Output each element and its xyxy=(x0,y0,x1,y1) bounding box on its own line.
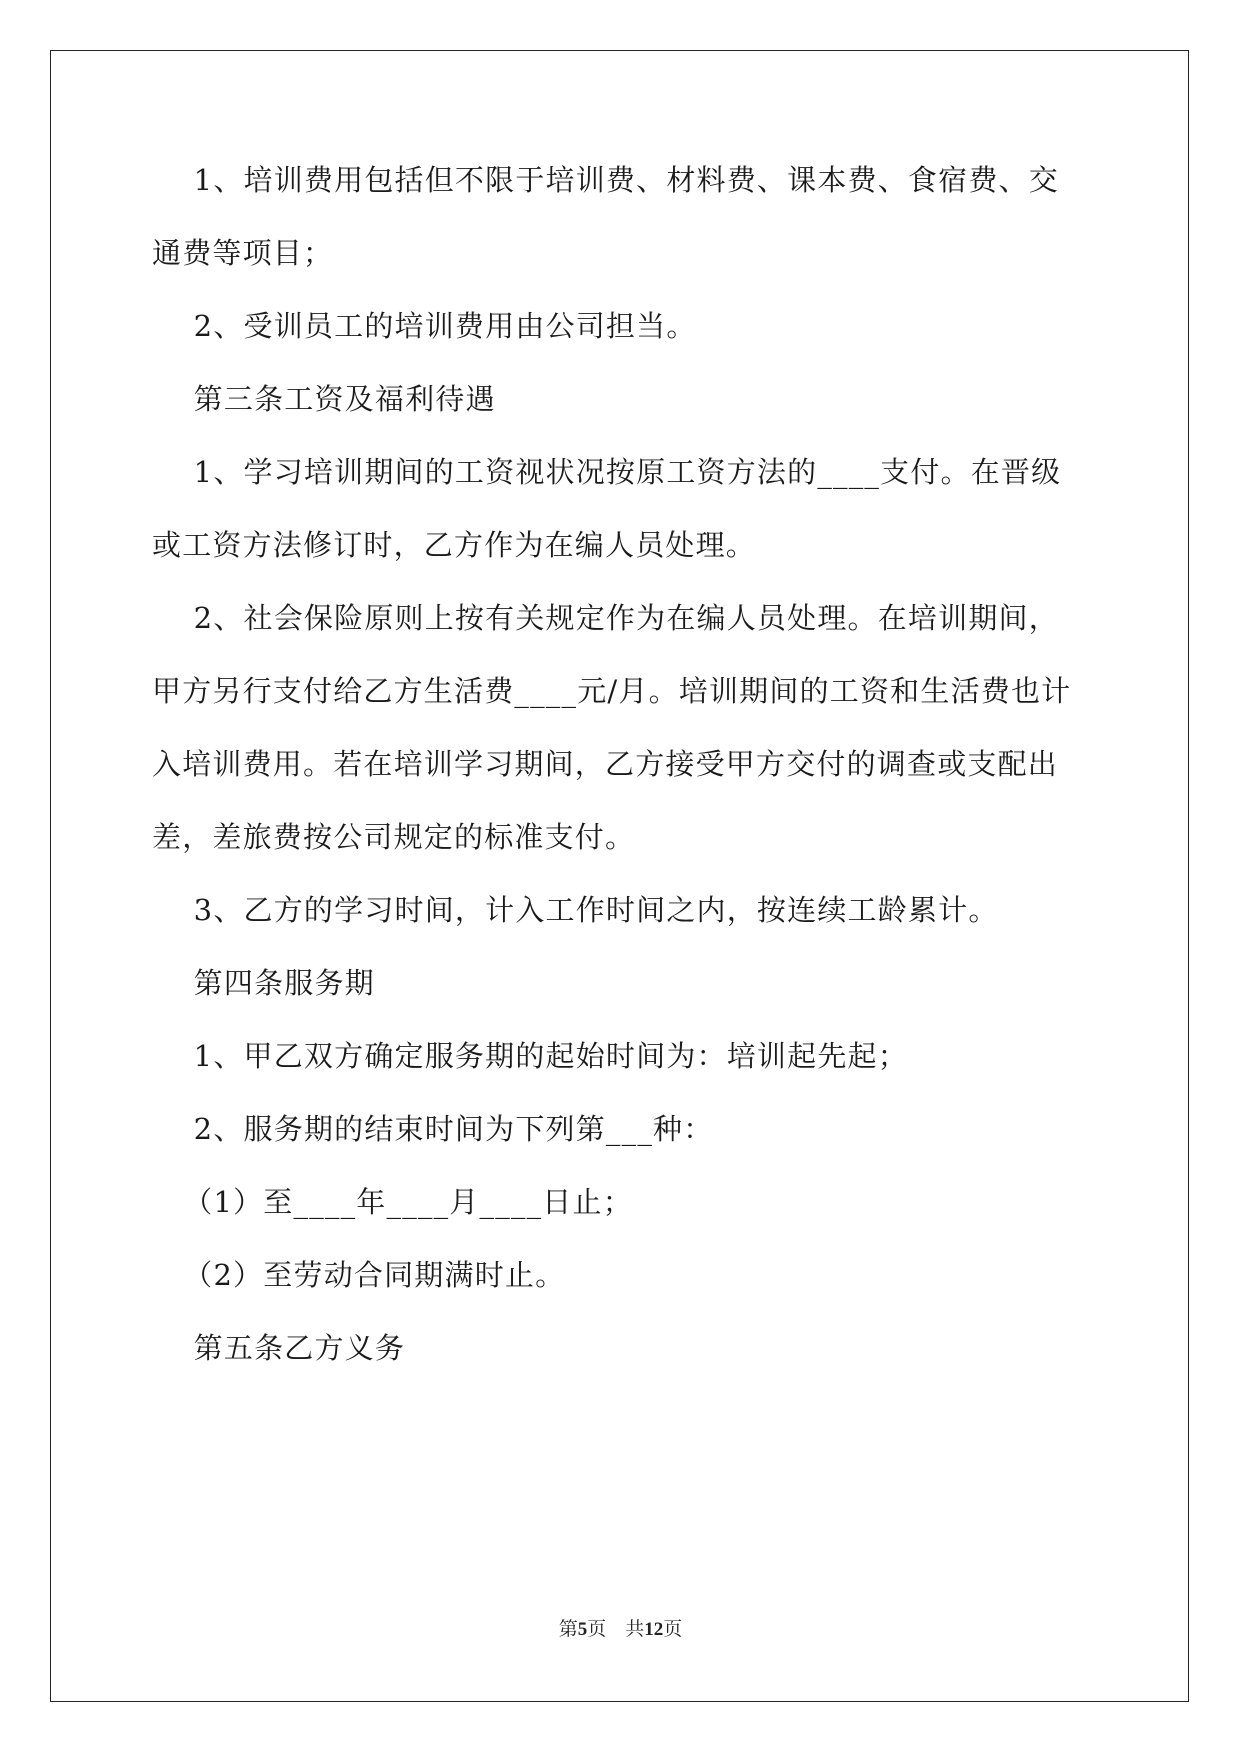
text-line: 差，差旅费按公司规定的标准支付。 xyxy=(152,820,636,854)
current-page-number: 5 xyxy=(577,1619,588,1640)
text-line: 3、乙方的学习时间，计入工作时间之内，按连续工龄累计。 xyxy=(152,893,999,927)
text-line: 通费等项目； xyxy=(152,236,334,270)
text-line: 1、甲乙双方确定服务期的起始时间为：培训起先起； xyxy=(152,1039,908,1073)
text-line: 甲方另行支付给乙方生活费____元/月。培训期间的工资和生活费也计 xyxy=(152,674,1072,708)
footer-mid: 页 共 xyxy=(587,1619,645,1640)
text-line: 2、受训员工的培训费用由公司担当。 xyxy=(152,309,697,343)
total-pages-number: 12 xyxy=(644,1619,664,1640)
text-line: 或工资方法修订时，乙方作为在编人员处理。 xyxy=(152,528,757,562)
footer-suffix: 页 xyxy=(663,1619,683,1640)
text-line: 1、培训费用包括但不限于培训费、材料费、课本费、食宿费、交 xyxy=(152,163,1059,197)
section-heading: 第五条乙方义务 xyxy=(152,1331,406,1365)
page-border xyxy=(50,50,1189,1702)
page-footer xyxy=(0,1618,1241,1642)
text-line: （2）至劳动合同期满时止。 xyxy=(152,1258,566,1292)
section-heading: 第四条服务期 xyxy=(152,966,375,1000)
text-line: （1）至____年____月____日止； xyxy=(152,1185,633,1219)
text-line: 2、社会保险原则上按有关规定作为在编人员处理。在培训期间， xyxy=(152,601,1059,635)
text-line: 2、服务期的结束时间为下列第___种： xyxy=(152,1112,714,1146)
section-heading: 第三条工资及福利待遇 xyxy=(152,382,496,416)
text-line: 1、学习培训期间的工资视状况按原工资方法的____支付。在晋级 xyxy=(152,455,1062,489)
footer-prefix: 第 xyxy=(558,1619,578,1640)
text-line: 入培训费用。若在培训学习期间，乙方接受甲方交付的调查或支配出 xyxy=(152,747,1059,781)
